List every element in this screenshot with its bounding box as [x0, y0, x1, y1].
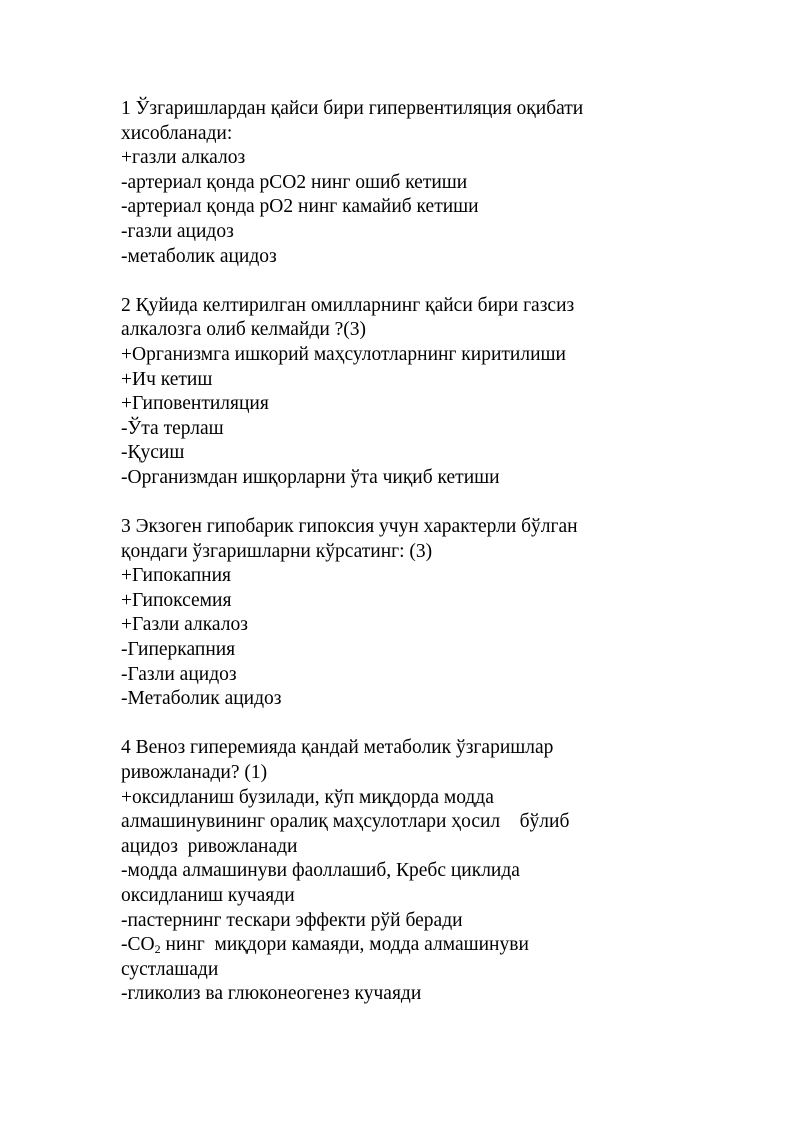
document-content — [121, 97, 681, 1032]
question-4-answer-correct: алмашинувининг оралиқ маҳсулотлари ҳосил бўлиб — [121, 811, 570, 833]
question-2-text-line: 2 Қуйида келтирилган омилларнинг қайси бири газсиз — [121, 294, 575, 316]
question-2-answer-correct: +Ич кетиш — [121, 368, 213, 390]
question-4-answer: -гликолиз ва глюконеогенез кучаяди — [121, 983, 422, 1005]
question-2-text-line: алкалозга олиб келмайди ?(3) — [121, 319, 367, 341]
question-1-answer: -метаболик ацидоз — [121, 245, 277, 267]
question-2-answer: -Ўта терлаш — [121, 417, 224, 439]
question-1-text-line: хисобланади: — [121, 122, 233, 144]
question-3-answer: -Газли ацидоз — [121, 663, 237, 685]
question-4-answer: оксидланиш кучаяди — [121, 885, 295, 906]
co2-prefix: -CO — [121, 934, 155, 956]
question-2 — [121, 294, 681, 491]
question-4-answer: -модда алмашинуви фаоллашиб, Кребс циклида — [121, 860, 520, 882]
question-4-answer-co2 — [121, 933, 681, 958]
question-3 — [121, 515, 681, 712]
question-3-answer: -Гиперкапния — [121, 639, 236, 661]
question-1-answer-correct: +газли алкалоз — [121, 147, 246, 169]
question-3-text-line: қондаги ўзгаришларни кўрсатинг: (3) — [121, 540, 433, 562]
question-3-answer-correct: +Гипокапния — [121, 565, 232, 587]
question-4-answer-correct: ацидоз ривожланади — [121, 835, 298, 857]
question-2-answer: -Қусиш — [121, 442, 185, 464]
question-4-answer: -пастернинг тескари эффекти рўй беради — [121, 909, 463, 931]
question-4-text-line: ривожланади? (1) — [121, 762, 268, 784]
question-3-answer-correct: +Газли алкалоз — [121, 614, 248, 636]
question-1-answer: -артериал қонда рО2 нинг камайиб кетиши — [121, 196, 479, 218]
question-1 — [121, 97, 681, 269]
question-2-answer-correct: +Гиповентиляция — [121, 393, 269, 415]
question-1-text-line: 1 Ўзгаришлардан қайси бири гипервентиляция оқибати — [121, 98, 584, 119]
question-4-answer-correct: +оксидланиш бузилади, кўп миқдорда модда — [121, 786, 494, 808]
question-2-answer: -Организмдан ишқорларни ўта чиқиб кетиши — [121, 466, 500, 488]
question-1-answer: -артериал қонда рСО2 нинг ошиб кетиши — [121, 171, 468, 193]
question-1-answer: -газли ацидоз — [121, 220, 234, 242]
question-4 — [121, 736, 681, 1007]
co2-suffix: нинг миқдори камаяди, модда алмашинуви — [160, 934, 529, 956]
question-3-answer-correct: +Гипоксемия — [121, 589, 232, 611]
question-3-text-line: 3 Экзоген гипобарик гипоксия учун характерли бўлган — [121, 516, 578, 538]
co2-subscript: 2 — [154, 942, 161, 957]
question-3-answer: -Метаболик ацидоз — [121, 688, 282, 710]
question-4-answer: сустлашади — [121, 958, 219, 980]
question-2-answer-correct: +Организмга ишкорий маҳсулотларнинг киритилиши — [121, 343, 566, 365]
question-4-text-line: 4 Веноз гиперемияда қандай метаболик ўзгаришлар — [121, 737, 554, 759]
